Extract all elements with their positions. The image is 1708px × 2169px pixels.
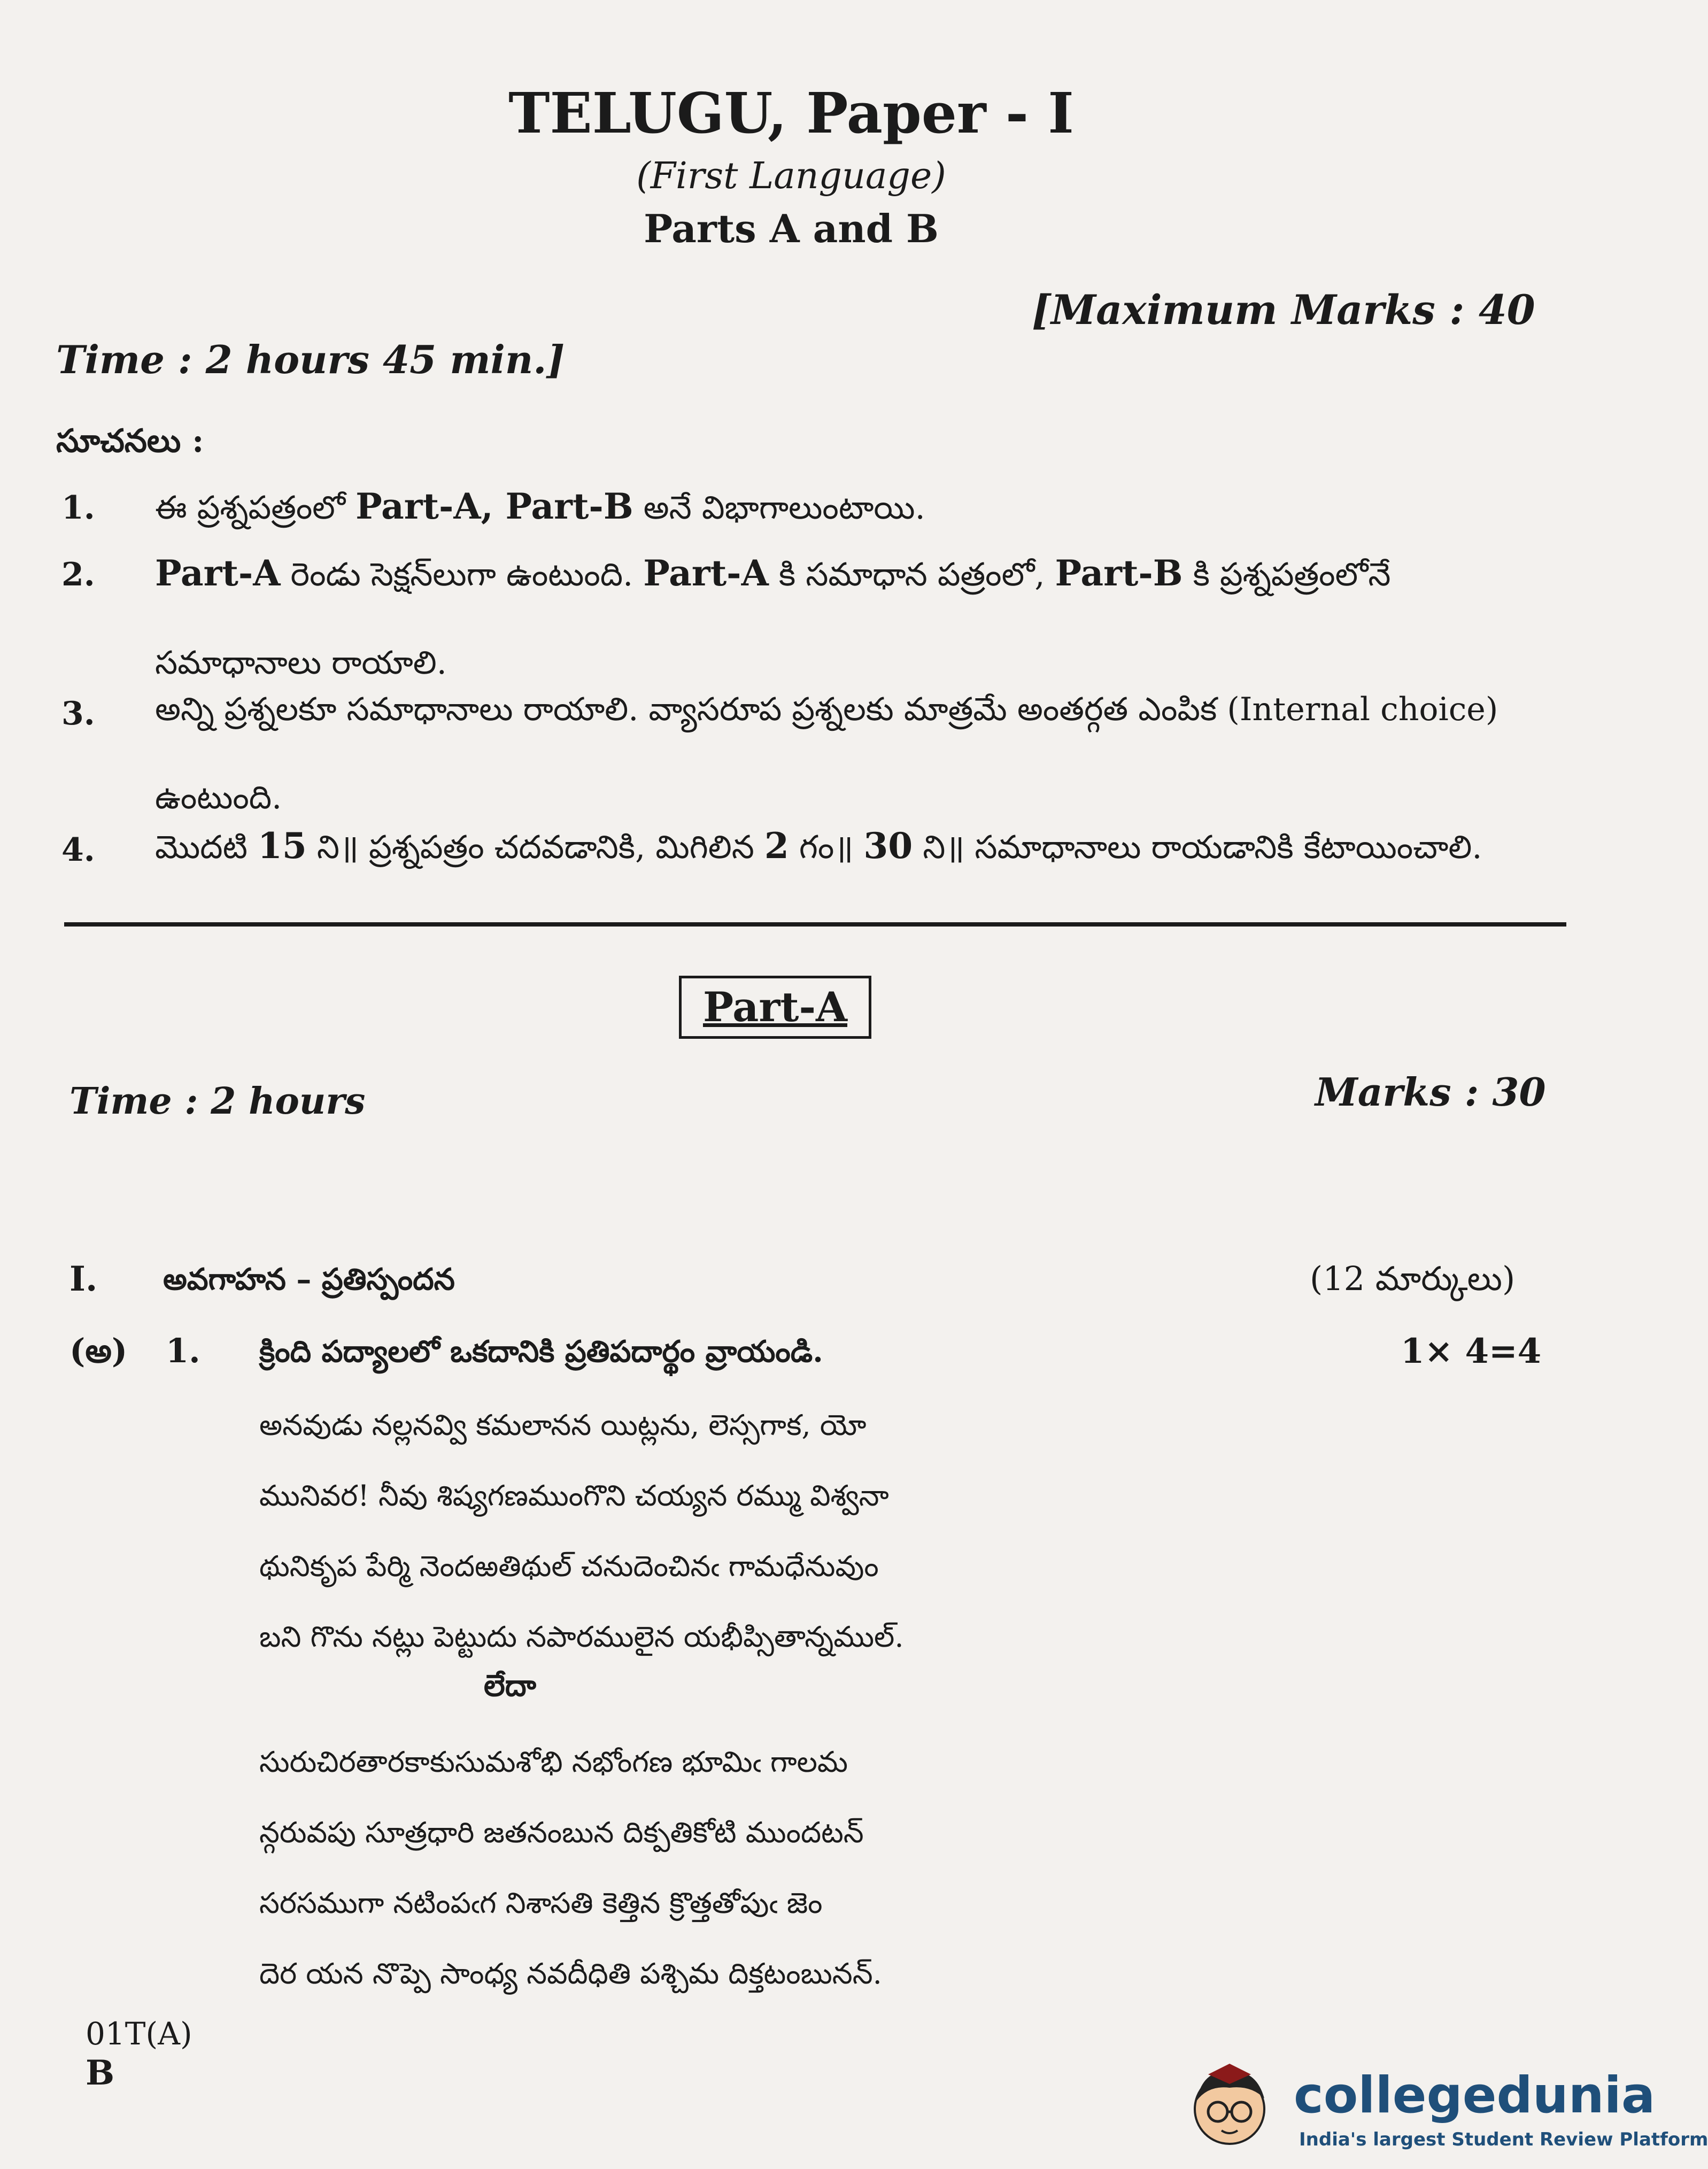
instruction-bold: 2	[764, 825, 789, 867]
logo-name: collegedunia	[1294, 2066, 1656, 2125]
instruction-number: 4.	[61, 831, 95, 869]
poem-line: దెర యన నొప్పె సాంధ్య నవదీధితి పశ్చిమ దిక్తటంబునన్.	[259, 1957, 882, 1990]
question-marks: 1× 4=4	[1401, 1331, 1542, 1371]
mascot-icon	[1195, 2064, 1264, 2144]
instruction-text: కి ప్రశ్నపత్రంలోనే సమాధానాలు రాయాలి.	[155, 556, 1391, 682]
part-a-heading: Part-A	[679, 976, 871, 1039]
paper-series: B	[86, 2053, 115, 2093]
instruction-bold: Part-A	[643, 552, 769, 594]
poem-1	[259, 1390, 1328, 1672]
divider-rule	[64, 922, 1566, 927]
total-time: Time : 2 hours 45 min.]	[56, 337, 565, 382]
paper-subtitle: (First Language)	[636, 155, 946, 197]
instructions-heading: సూచనలు :	[56, 422, 204, 460]
poem-line: అనవుడు నల్లనవ్వి కమలానన యిట్లను, లెస్సగాక, యో	[259, 1408, 867, 1442]
poem-line: మునివర! నీవు శిష్యగణముంగొని చయ్యన రమ్ము విశ్వనా	[259, 1479, 889, 1512]
instruction-item: అన్ని ప్రశ్నలకూ సమాధానాలు రాయాలి. వ్యాసరూప ప్రశ్నలకు మాత్రమే అంతర్గత ఎంపిక (Internal choice) ఉంటుంది.	[155, 691, 1498, 816]
instruction-text: ని॥ సమాధానాలు రాయడానికి కేటాయించాలి.	[913, 829, 1482, 866]
paper-code: 01T(A)	[86, 2016, 192, 2052]
instruction-bold: Part-B	[1055, 552, 1183, 594]
poem-line: సరసముగా నటింపఁగ నిశాసతి కెత్తిన క్రొత్తతోపుఁ జెం	[259, 1886, 823, 1920]
instruction-number: 2.	[61, 556, 95, 593]
poem-line: న్గరువపు సూత్రధారి జతనంబున దిక్పతికోటి ముందటన్	[259, 1816, 864, 1849]
section-number: I.	[69, 1259, 98, 1299]
instruction-text: కి సమాధాన పత్రంలో,	[768, 556, 1055, 593]
or-label: లేదా	[484, 1668, 536, 1703]
instruction-text: అనే విభాగాలుంటాయి.	[633, 489, 925, 527]
instruction-bold: 30	[863, 825, 913, 867]
section-title: అవగాహన – ప్రతిస్పందన	[163, 1262, 455, 1297]
instruction-bold: Part-A, Part-B	[355, 485, 633, 527]
instruction-number: 3.	[61, 695, 95, 732]
part-a-time: Time : 2 hours	[69, 1080, 366, 1123]
poem-line: థునికృప పేర్మి నెందఱతిథుల్ చనుదెంచినఁ గామధేనువుం	[259, 1549, 879, 1583]
poem-2	[259, 1727, 1328, 2009]
instruction-number: 1.	[61, 489, 95, 527]
poem-line: బని గొను నట్లు పెట్టుదు నపారములైన యభీప్సితాన్నముల్.	[259, 1620, 904, 1654]
logo-tagline: India's largest Student Review Platform	[1299, 2129, 1708, 2150]
paper-parts: Parts A and B	[644, 206, 939, 251]
instruction-text: రెండు సెక్షన్‌లుగా ఉంటుంది.	[280, 556, 644, 593]
question-instruction: క్రింది పద్యాలలో ఒకదానికి ప్రతిపదార్థం వ్రాయండి.	[259, 1334, 823, 1369]
instruction-bold: Part-A	[155, 552, 281, 594]
instruction-item	[155, 802, 1556, 892]
question-label: (అ)	[69, 1331, 128, 1370]
instruction-text: ఈ ప్రశ్నపత్రంలో	[155, 489, 356, 527]
section-marks: (12 మార్కులు)	[1310, 1259, 1516, 1298]
paper-title: TELUGU, Paper - I	[508, 80, 1074, 146]
poem-line: సురుచిరతారకాకుసుమశోభి నభోంగణ భూమిఁ గాలమ	[259, 1745, 848, 1779]
maximum-marks: [Maximum Marks : 40	[1032, 286, 1535, 334]
question-number: 1.	[166, 1331, 200, 1370]
instruction-text: గం॥	[789, 829, 864, 866]
part-a-marks: Marks : 30	[1315, 1069, 1546, 1115]
instruction-text: ని॥ ప్రశ్నపత్రం చదవడానికి, మిగిలిన	[306, 829, 764, 866]
instruction-text: మొదటి	[155, 829, 258, 866]
instruction-bold: 15	[258, 825, 307, 867]
